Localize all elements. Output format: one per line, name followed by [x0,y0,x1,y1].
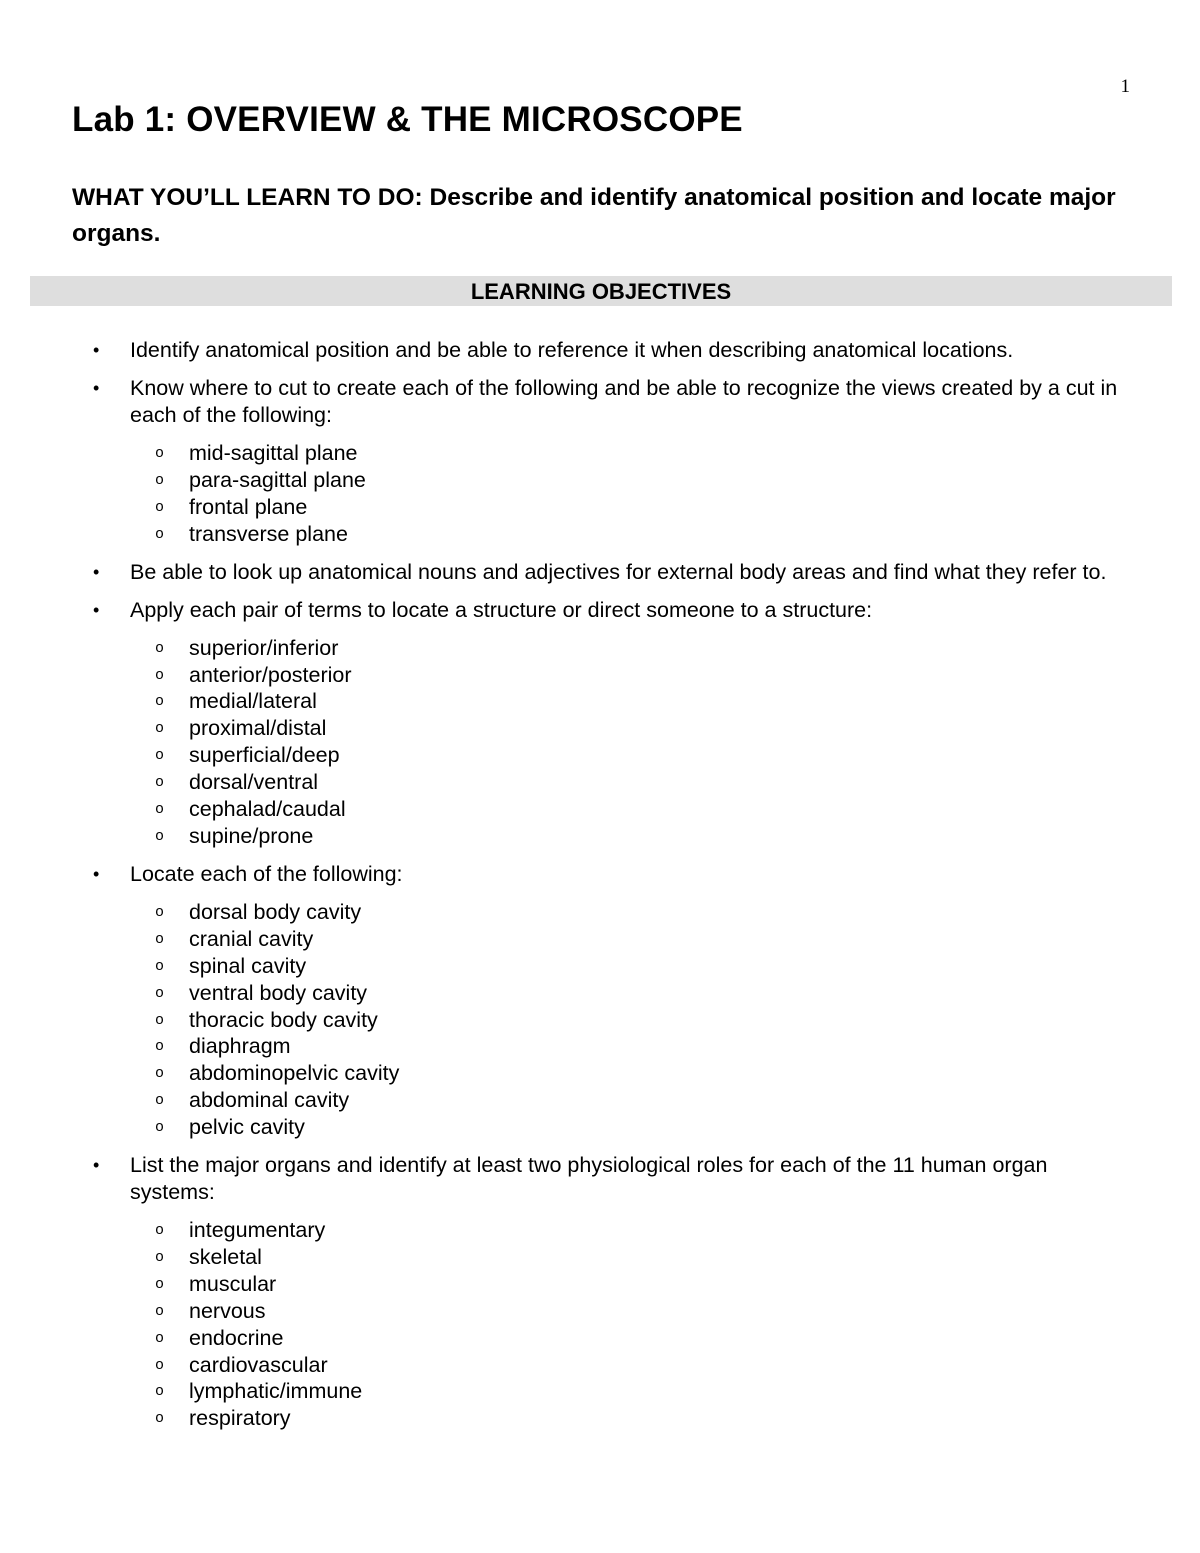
sub-item: o transverse plane [130,521,1138,548]
document-title: Lab 1: OVERVIEW & THE MICROSCOPE [72,100,743,139]
objective-text: Locate each of the following: [130,861,403,886]
sub-item: o abdominal cavity [130,1087,1138,1114]
sub-item: o superior/inferior [130,635,1138,662]
objective-item [0,559,1200,586]
sub-item: o diaphragm [130,1033,1138,1060]
sub-item: o proximal/distal [130,715,1138,742]
objective-item [0,597,1200,850]
sub-item: o abdominopelvic cavity [130,1060,1138,1087]
sub-item: o spinal cavity [130,953,1138,980]
objective-text: Identify anatomical position and be able to reference it when describing anatomical locations. [130,338,1014,362]
sub-item: o thoracic body cavity [130,1007,1138,1034]
sub-item: o para-sagittal plane [130,467,1138,494]
learning-objectives-list [0,337,1200,1443]
sub-item: o integumentary [130,1217,1138,1244]
sub-item: o pelvic cavity [130,1114,1138,1141]
sub-item: o muscular [130,1271,1138,1298]
objective-item [0,337,1200,364]
sub-item: o supine/prone [130,823,1138,850]
objective-item [0,375,1200,548]
objective-sublist [130,440,1138,548]
sub-item: o dorsal body cavity [130,899,1138,926]
sub-item: o superficial/deep [130,742,1138,769]
objective-item [0,1152,1200,1432]
sub-item: o skeletal [130,1244,1138,1271]
sub-item: o lymphatic/immune [130,1378,1138,1405]
sub-item: o medial/lateral [130,688,1138,715]
sub-item: o cranial cavity [130,926,1138,953]
sub-item: o cephalad/caudal [130,796,1138,823]
objective-text: Apply each pair of terms to locate a structure or direct someone to a structure: [130,597,873,622]
objective-text: List the major organs and identify at least two physiological roles for each of the 11 human organ systems: [130,1153,1048,1205]
learning-goal-statement: WHAT YOU’LL LEARN TO DO: Describe and identify anatomical position and locate major organs. [72,184,1116,247]
sub-item: o mid-sagittal plane [130,440,1138,467]
sub-item: o anterior/posterior [130,662,1138,689]
sub-item: o nervous [130,1298,1138,1325]
objective-text: Know where to cut to create each of the following and be able to recognize the views created by a cut in each of the following: [130,376,1118,427]
learning-objectives-header: LEARNING OBJECTIVES [30,276,1172,306]
page-number: 1 [1120,76,1130,97]
objective-sublist [130,899,1138,1141]
objective-text: Be able to look up anatomical nouns and adjectives for external body areas and find what they refer to. [130,559,1107,584]
sub-item: o respiratory [130,1405,1138,1432]
objective-sublist [130,1217,1138,1432]
sub-item: o endocrine [130,1325,1138,1352]
sub-item: o ventral body cavity [130,980,1138,1007]
sub-item: o dorsal/ventral [130,769,1138,796]
sub-item: o cardiovascular [130,1352,1138,1379]
objective-sublist [130,635,1138,850]
objective-item [0,861,1200,1141]
sub-item: o frontal plane [130,494,1138,521]
